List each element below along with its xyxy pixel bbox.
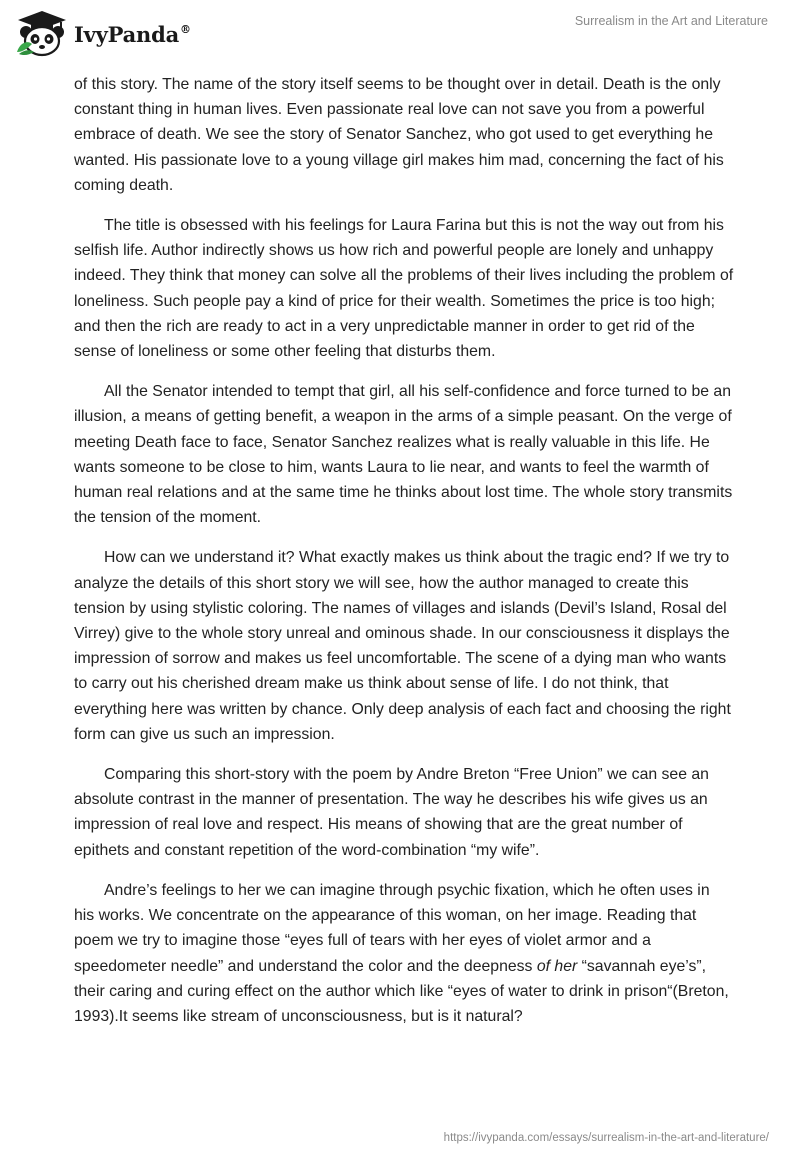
paragraph-1: of this story. The name of the story itself seems to be thought over in detail. Death is the only constant thing in human lives. Even passionate real love can not save you from a powerful embrace of death. We see the story of Senator Sanchez, who got used to get everything he wanted. His passionate love to a young village girl makes him mad, concerning the fact of his coming death. xyxy=(74,76,724,194)
ivypanda-logo[interactable] xyxy=(14,8,191,58)
paragraph-6 xyxy=(74,878,734,1029)
document-title: Surrealism in the Art and Literature xyxy=(574,14,768,28)
source-url[interactable]: https://ivypanda.com/essays/surrealism-in-the-art-and-literature/ xyxy=(443,1132,769,1144)
paragraph-2: The title is obsessed with his feelings for Laura Farina but this is not the way out from his selfish life. Author indirectly shows us how rich and powerful people are lonely and unhappy indeed. They think that money can solve all the problems of their lives including the problem of loneliness. Such people pay a kind of price for their wealth. Sometimes the price is too high; and then the rich are ready to act in a very unpredictable manner in order to get rid of the sense of loneliness or some other feeling that disturbs them. xyxy=(74,217,734,361)
essay-body xyxy=(74,72,734,1044)
paragraph-4: How can we understand it? What exactly makes us think about the tragic end? If we try to analyze the details of this short story we will see, how the author managed to create this tension by using stylistic coloring. The names of villages and islands (Devil’s Island, Rosal del Virrey) give to the whole story unreal and ominous shade. In our consciousness it displays the impression of sorrow and makes us feel uncomfortable. The scene of a dying man who wants to carry out his cherished dream make us think about sense of life. I do not think, that everything here was written by chance. Only deep analysis of each fact and choosing the right form can give us such an impression. xyxy=(74,549,731,743)
panda-graduate-icon xyxy=(14,8,70,58)
paragraph-3: All the Senator intended to tempt that girl, all his self-confidence and force turned to be an illusion, a means of getting benefit, a weapon in the arms of a simple peasant. On the verge of meeting Death face to face, Senator Sanchez realizes what is really valuable in this life. He wants someone to be close to him, wants Laura to lie near, and wants to feel the warmth of human real relations and at the same time he thinks about lost time. The whole story transmits the tension of the moment. xyxy=(74,383,733,527)
paragraph-6-italic: of her xyxy=(536,957,578,975)
paragraph-5: Comparing this short-story with the poem by Andre Breton “Free Union” we can see an absolute contrast in the manner of presentation. The way he describes his wife gives us an impression of real love and respect. His means of showing that are the great number of epithets and constant repetition of the word-combination “my wife”. xyxy=(74,766,709,859)
paragraph-6-part-1: Andre’s feelings to her we can imagine through psychic fixation, which he often uses in his works. We concentrate on the appearance of this woman, on her image. Reading that poem we try to imagine those “eyes full of tears with her eyes of violet armor and a speedometer needle” and understand the color and the deepness xyxy=(74,881,710,975)
logo-wordmark: IvyPanda® xyxy=(74,21,191,47)
paragraph-6-part-2: “savannah eye’s”, their caring and curing effect on the author which like “eyes of water to drink in prison“(Breton, 1993).It seems like stream of unconsciousness, but is it natural? xyxy=(74,957,729,1025)
page-header xyxy=(0,0,800,70)
